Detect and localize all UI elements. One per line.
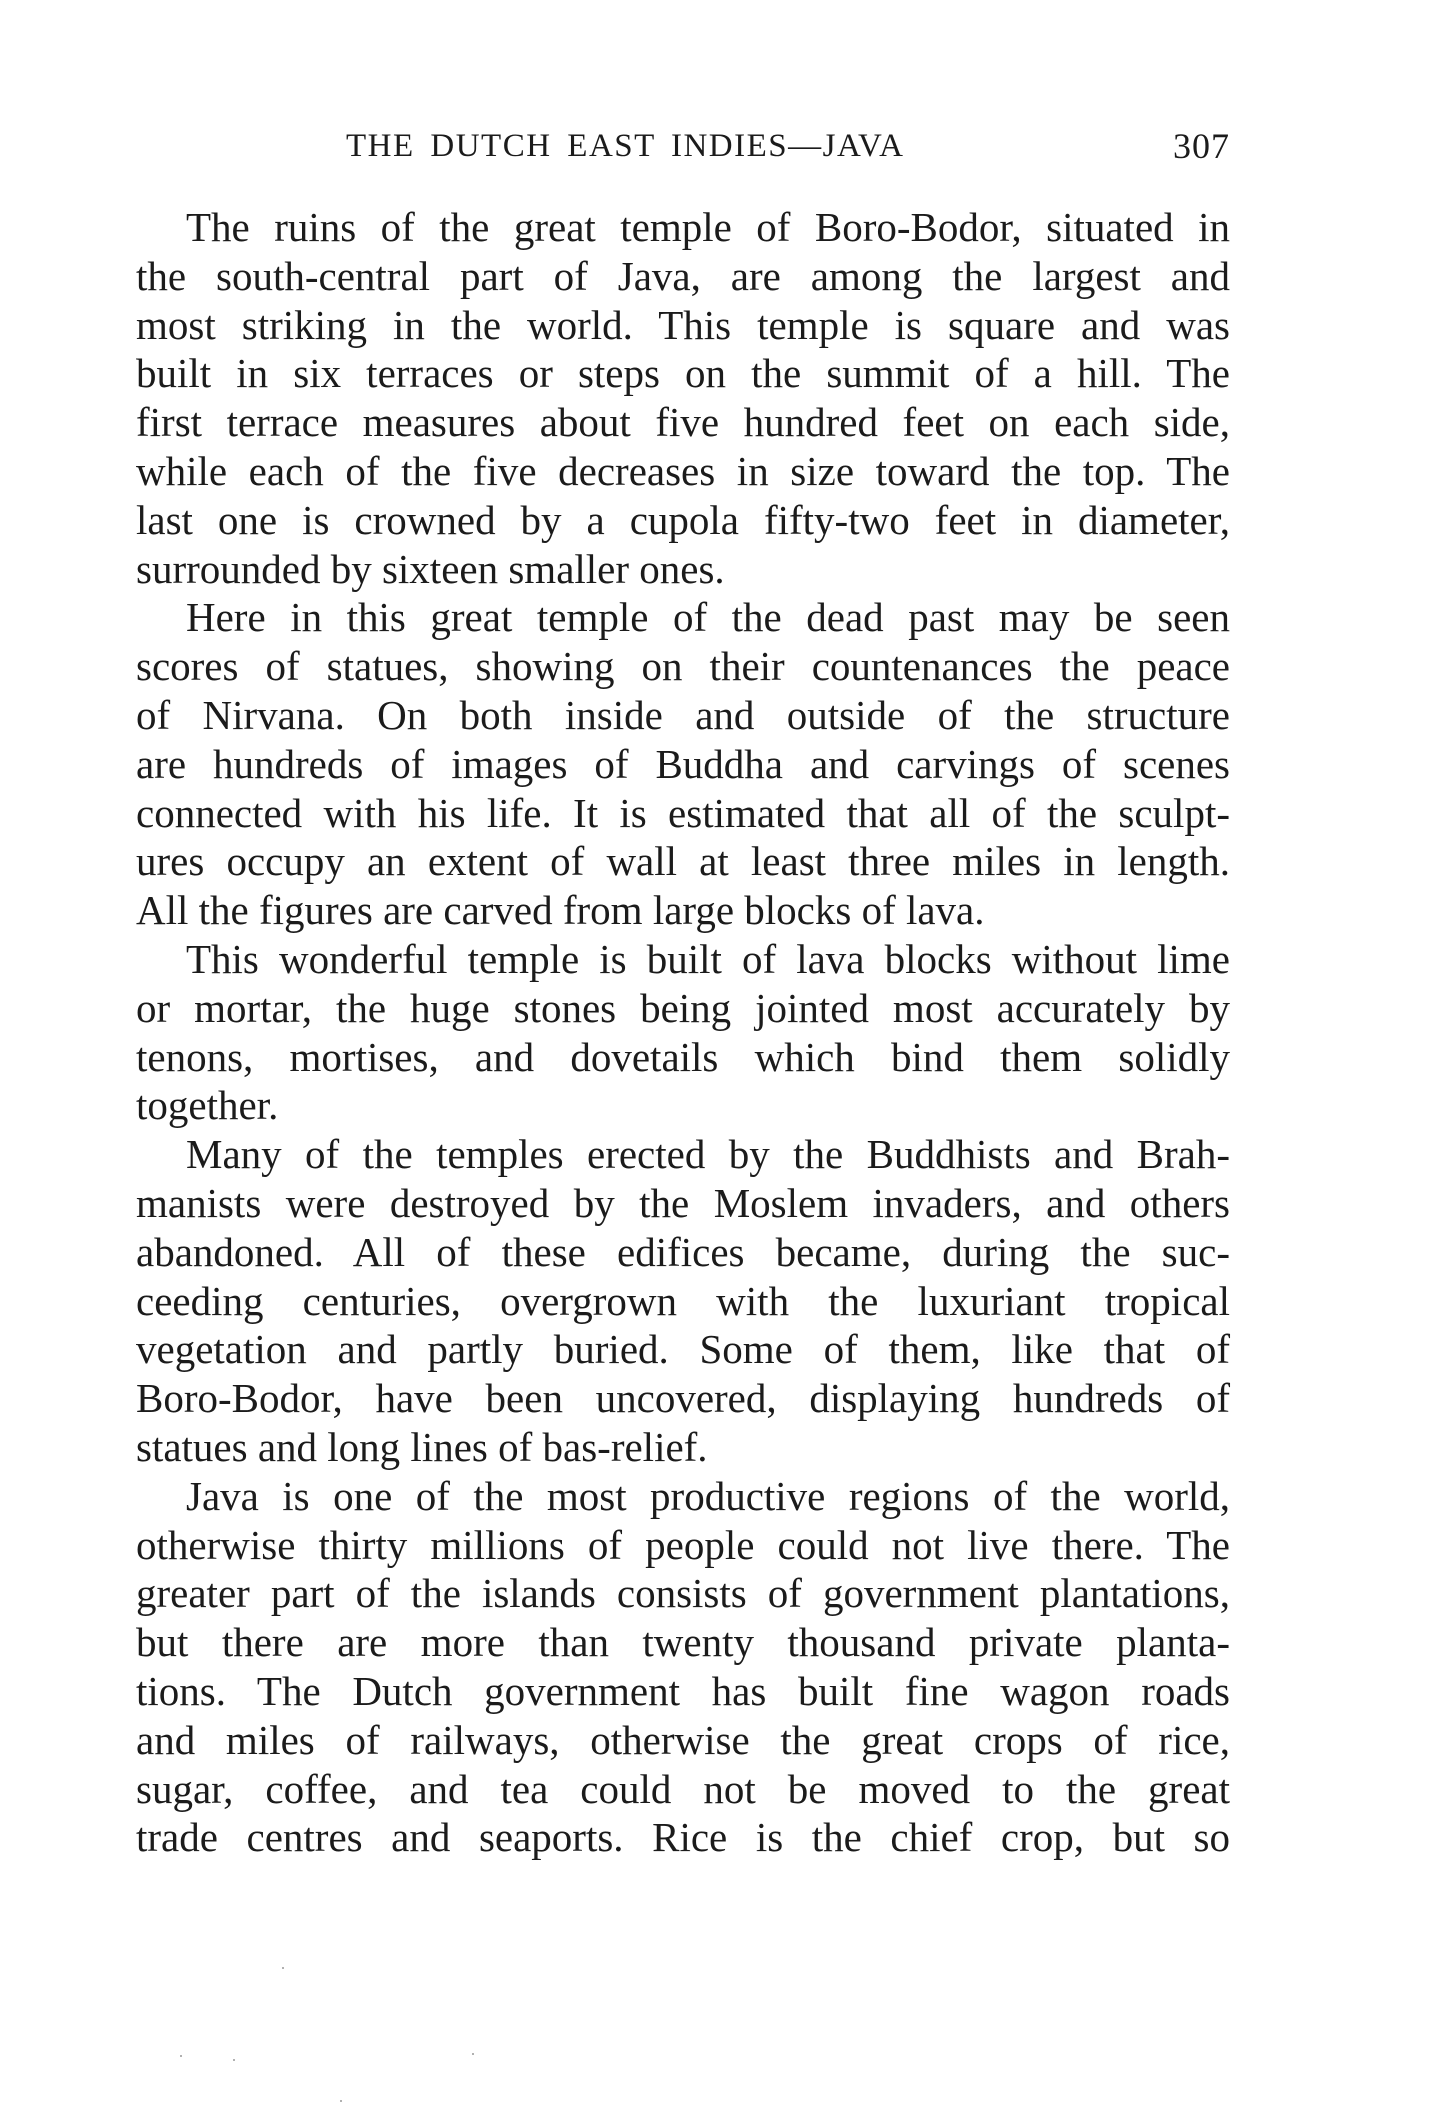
paragraph-4 [136,1130,1230,1472]
text-line: This wonderful temple is built of lava blocks without lime [186,935,1230,982]
text-line: are hundreds of images of Buddha and carvings of scenes [136,740,1230,787]
paragraph-3 [136,935,1230,1130]
text-line: Here in this great temple of the dead past may be seen [186,594,1230,641]
text-line: first terrace measures about five hundred feet on each side, [136,399,1230,446]
text-line: All the figures are carved from large blocks of lava. [136,887,985,934]
paragraph-1 [136,203,1230,593]
text-line: scores of statues, showing on their countenances the peace [136,643,1230,690]
text-line: of Nirvana. On both inside and outside of the structure [136,691,1230,738]
text-line: surrounded by sixteen smaller ones. [136,545,725,592]
text-line: Boro-Bodor, have been uncovered, displaying hundreds of [136,1375,1230,1422]
page-number: 307 [1173,126,1230,166]
text-line: last one is crowned by a cupola fifty-two feet in diameter, [136,496,1230,543]
text-line: the south-central part of Java, are among the largest and [136,252,1230,299]
scan-speck [340,2100,342,2102]
text-line: most striking in the world. This temple is square and was [136,301,1230,348]
text-line: otherwise thirty millions of people could not live there. The [136,1521,1230,1568]
paragraph-2 [136,593,1230,935]
text-line: Java is one of the most productive regions of the world, [186,1472,1230,1519]
running-title: THE DUTCH EAST INDIES—JAVA [346,128,905,164]
text-line: while each of the five decreases in size toward the top. The [136,447,1230,494]
scan-speck [282,1967,284,1969]
text-line: tenons, mortises, and dovetails which bind them solidly [136,1033,1230,1080]
text-line: ures occupy an extent of wall at least three miles in length. [136,838,1230,885]
text-line: The ruins of the great temple of Boro-Bodor, situated in [186,204,1230,250]
text-line: connected with his life. It is estimated that all of the sculpt- [136,789,1230,836]
text-line: built in six terraces or steps on the summit of a hill. The [136,350,1230,397]
text-line: but there are more than twenty thousand private planta- [136,1619,1230,1666]
text-line: vegetation and partly buried. Some of them, like that of [136,1326,1230,1373]
text-line: trade centres and seaports. Rice is the chief crop, but so [136,1814,1230,1861]
text-line: and miles of railways, otherwise the great crops of rice, [136,1716,1230,1763]
text-line: ceeding centuries, overgrown with the luxuriant tropical [136,1277,1230,1324]
text-line: tions. The Dutch government has built fine wagon roads [136,1667,1230,1714]
text-line: Many of the temples erected by the Buddhists and Brah- [186,1131,1230,1178]
text-line: manists were destroyed by the Moslem invaders, and others [136,1179,1230,1226]
running-head [136,124,1230,168]
text-line: together. [136,1082,279,1129]
paragraph-5 [136,1472,1230,1862]
text-line: statues and long lines of bas-relief. [136,1423,708,1470]
text-line: sugar, coffee, and tea could not be moved to the great [136,1765,1230,1812]
text-line: abandoned. All of these edifices became, during the suc- [136,1228,1230,1275]
text-line: or mortar, the huge stones being jointed most accurately by [136,984,1230,1031]
scan-speck [472,2053,474,2055]
body-text [136,203,1230,1862]
scan-speck [233,2059,235,2061]
text-line: greater part of the islands consists of government plantations, [136,1570,1230,1617]
scan-speck [180,2055,182,2057]
